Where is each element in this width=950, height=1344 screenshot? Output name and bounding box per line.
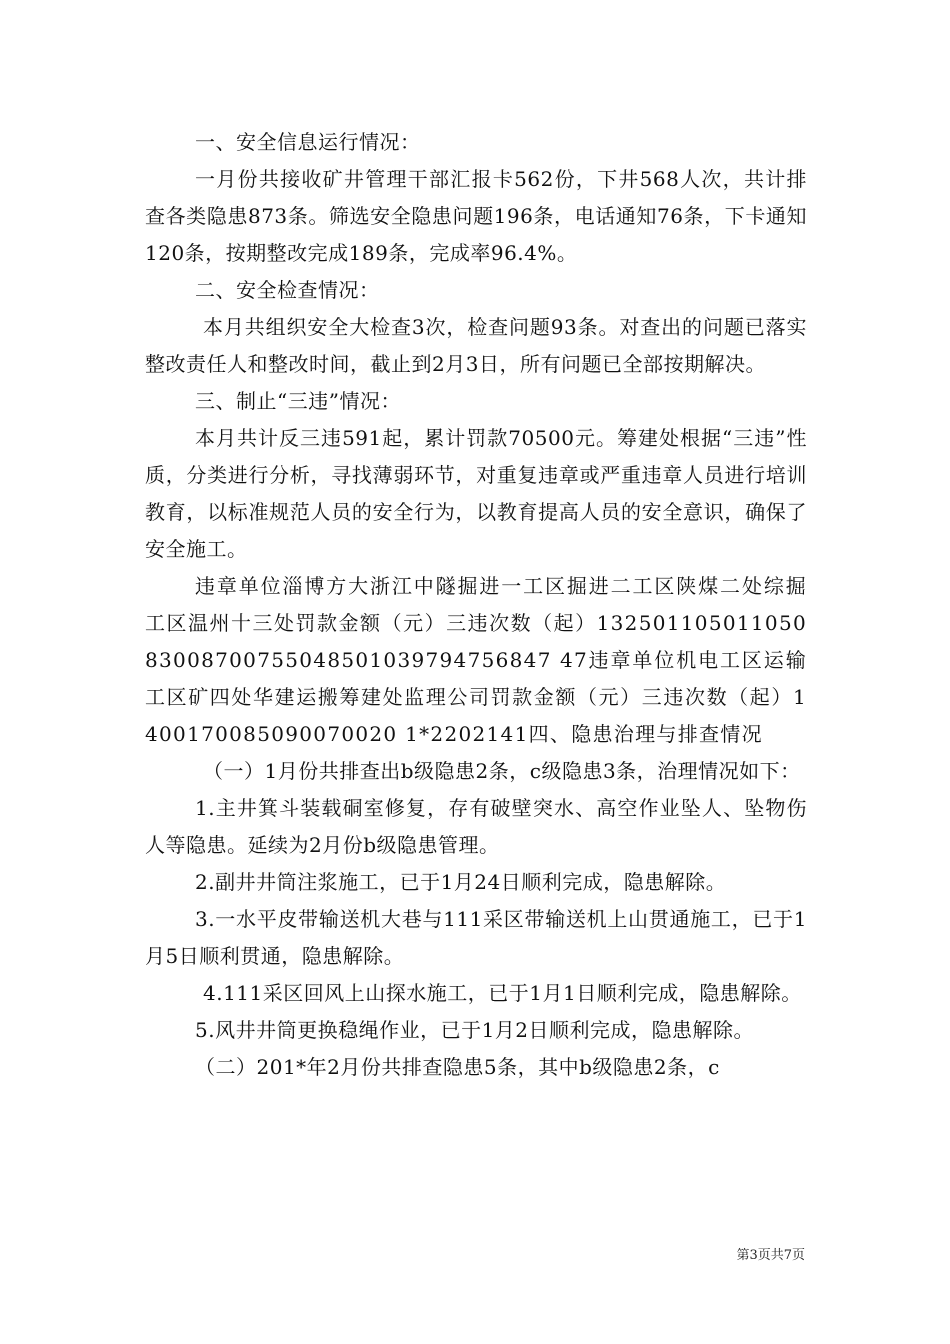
- paragraph-safety-inspection: 本月共组织安全大检查3次，检查问题93条。对查出的问题已落实整改责任人和整改时间，截止到2月3日，所有问题已全部按期解决。: [145, 315, 807, 376]
- section-heading-three-violations: 三、制止“三违”情况：: [195, 389, 401, 413]
- list-item-hazard-2: 2.副井井筒注浆施工，已于1月24日顺利完成，隐患解除。: [195, 870, 727, 894]
- paragraph-three-violations: 本月共计反三违591起，累计罚款70500元。筹建处根据“三违”性质，分类进行分析，寻找薄弱环节，对重复违章或严重违章人员进行培训教育，以标准规范人员的安全行为，以教育提高人员的安全意识，确保了安全施工。: [145, 426, 807, 561]
- section-heading-safety-info: 一、安全信息运行情况：: [195, 130, 421, 154]
- document-body: [145, 124, 807, 1086]
- paragraph-violation-table-text: 违章单位淄博方大浙江中隧掘进一工区掘进二工区陕煤二处综掘工区温州十三处罚款金额（元）三违次数（起）13250110501105083008700755048501039794756847 47违章单位机电工区运输工区矿四处华建运搬筹建处监理公司罚款金额（元）三违次数（起）1400170085090070020 1*2202141四、隐患治理与排查情况: [145, 574, 807, 746]
- list-item-hazard-4: 4.111采区回风上山探水施工，已于1月1日顺利完成，隐患解除。: [203, 981, 802, 1005]
- paragraph-safety-info: 一月份共接收矿井管理干部汇报卡562份，下井568人次，共计排查各类隐患873条。筛选安全隐患问题196条，电话通知76条，下卡通知120条，按期整改完成189条，完成率96.4%。: [145, 167, 807, 265]
- list-item-hazard-3: 3.一水平皮带输送机大巷与111采区带输送机上山贯通施工，已于1月5日顺利贯通，隐患解除。: [145, 907, 807, 968]
- list-item-hazard-1: 1.主井箕斗装载硐室修复，存有破壁突水、高空作业坠人、坠物伤人等隐患。延续为2月份b级隐患管理。: [145, 796, 807, 857]
- paragraph-hazard-feb-summary: （二）201*年2月份共排查隐患5条，其中b级隐患2条，c: [195, 1055, 720, 1079]
- section-heading-safety-inspection: 二、安全检查情况：: [195, 278, 380, 302]
- list-item-hazard-5: 5.风井井筒更换稳绳作业，已于1月2日顺利完成，隐患解除。: [195, 1018, 755, 1042]
- paragraph-hazard-jan-summary: （一）1月份共排查出b级隐患2条，c级隐患3条，治理情况如下：: [203, 759, 801, 783]
- page-number: 第3页共7页: [736, 1248, 805, 1263]
